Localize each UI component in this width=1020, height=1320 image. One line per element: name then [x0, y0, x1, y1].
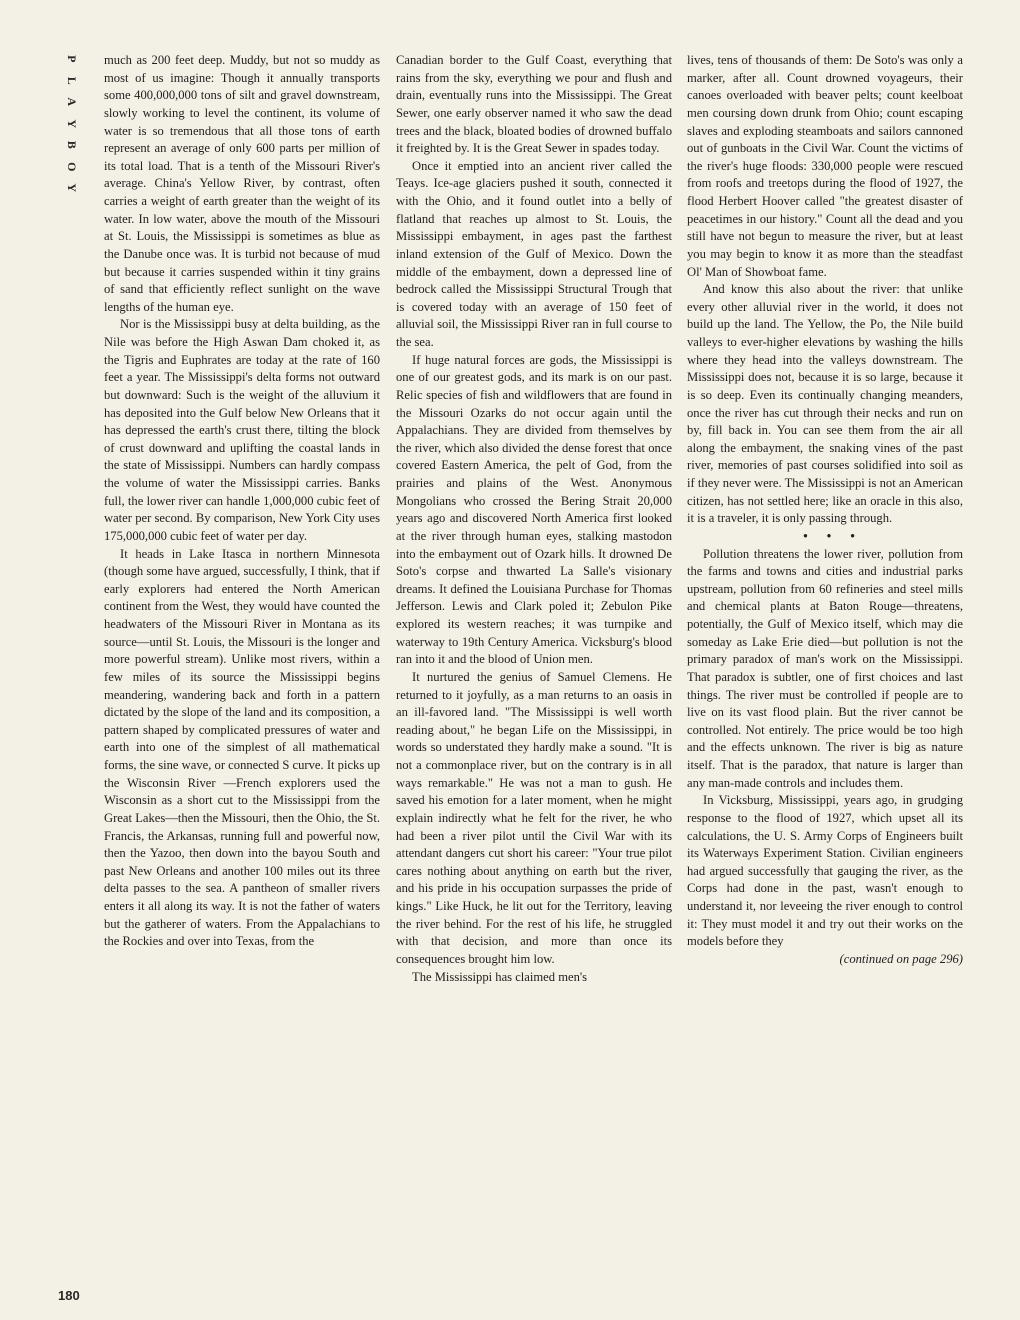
paragraph: much as 200 feet deep. Muddy, but not so muddy as most of us imagine: Though it annually transports some 400,000,000 tons of silt and gravel downstream, slowly working to level the continent, its volume of water is so tremendous that all those tons of earth represent an average of only 600 parts per million of its total load. That is a tenth of the Missouri River's average. China's Yellow River, by contrast, often carries a weight of earth greater than the weight of its water. In low water, above the mouth of the Missouri at St. Louis, the Mississippi is sometimes as blue as the Danube once was. It is turbid not because of mud but because it carries suspended within it tiny grains of sand that efficiently reflect sunlight on the wave lengths of the human eye. — [104, 53, 380, 314]
paragraph: It heads in Lake Itasca in northern Minnesota (though some have argued, successfully, I think, that if early explorers had entered the North American continent from the West, they would have counted the headwaters of the Missouri River in Montana as its source—until St. Louis, the Missouri is the longer and more powerful stream). Unlike most rivers, within a few miles of its source the Mississippi begins meandering, wandering back and forth in a pattern dictated by the slope of the land and its composition, a pattern shaped by complicated pressures of water and earth into one of the simplest of all mathematical forms, the sine wave, or connected S curve. It picks up the Wisconsin River —French explorers used the Wisconsin as a short cut to the Mississippi from the Great Lakes—then the Missouri, then the Ohio, the St. Francis, the Arkansas, running full and powerful now, then the Yazoo, then down into the bayou South and past New Orleans and another 100 miles out its three delta passes to the sea. A pantheon of smaller rivers enters it all along its way. It is not the father of waters but the gatherer of waters. From the Appalachians to the Rockies and over into Texas, from the — [104, 546, 380, 949]
article-column-1 — [104, 52, 380, 951]
paragraph: Once it emptied into an ancient river called the Teays. Ice-age glaciers pushed it south, connected it with the Ohio, and it found outlet into a belly of flatland that reaches up almost to St. Louis, the Mississippi embayment, in ages past the farthest inland extension of the Gulf of Mexico. Down the middle of the embayment, down a depressed line of bedrock called the Mississippi Structural Trough that is covered today with an average of 150 feet of alluvial soil, the Mississippi River ran in full course to the sea. — [396, 158, 672, 349]
paragraph: And know this also about the river: that unlike every other alluvial river in the world, it does not build up the land. The Yellow, the Po, the Nile build valleys to ever-higher elevations by washing the hills where they head into the valleys downstream. The Mississippi does not, because it is so large, because it is so deep. Even its continually changing meanders, once the river has cut through their necks and run on by, fill back in. You can see them from the air all along the embayment, the snaking vines of the past river, memories of past courses solidified into soil as if they never were. The Mississippi is not an American citizen, has not settled here; like an oracle in this also, it is a traveler, it is only passing through. — [687, 282, 963, 526]
article-column-2 — [396, 52, 672, 986]
paragraph: Canadian border to the Gulf Coast, everything that rains from the sky, everything we pour and flush and drain, eventually runs into the Mississippi. The Great Sewer, one early observer named it who saw the dead trees and the black, bloated bodies of drowned buffalo it freighted by. It is the Great Sewer in spades today. — [396, 53, 672, 156]
paragraph: Nor is the Mississippi busy at delta building, as the Nile was before the High Aswan Dam choked it, as the Tigris and Euphrates are today at the rate of 160 feet a year. The Mississippi's delta forms not outward but downward: Such is the weight of the alluvium it has deposited into the Gulf below New Orleans that it has depressed the earth's crust there, tilting the block of crust downward and uplifting the coastal lands in the state of Mississippi. Numbers can hardly compass the volume of water the Mississippi carries. Banks full, the lower river can handle 1,000,000 cubic feet of water per second. By comparison, New York City uses 175,000,000 cubic feet of water per day. — [104, 317, 380, 543]
magazine-side-label — [64, 48, 78, 199]
paragraph: It nurtured the genius of Samuel Clemens. He returned to it joyfully, as a man returns to an oasis in an ill-favored land. "The Mississippi is well worth reading about," he began Life on the Mississippi, in words so understated they hardly make a sound. "It is not a commonplace river, but on the contrary is in all ways remarkable." He was not a man to gush. He saved his emotion for a later moment, when he might explain indirectly what he felt for the river, he who had been a river pilot until the Civil War with its attendant dangers cut short his career: "Your true pilot cares nothing about anything on earth but the river, and his pride in his occupation surpasses the pride of kings." Like Huck, he lit out for the Territory, leaving the river behind. For the rest of his life, he struggled with that decision, and more than once its consequences brought him low. — [396, 669, 672, 966]
side-label-letter: Y — [64, 183, 79, 193]
side-label-letter: L — [64, 76, 79, 85]
paragraph: In Vicksburg, Mississippi, years ago, in grudging response to the flood of 1927, which upset all its calculations, the U. S. Army Corps of Engineers built its Waterways Experiment Station. Civilian engineers had argued successfully that gauging the river, as the Corps had done in the past, wasn't enough to understand it, nor leveeing the river enough to control it: They must model it and try out their works on the models before they — [687, 793, 963, 949]
paragraph: lives, tens of thousands of them: De Soto's was only a marker, after all. Count drowned voyageurs, their canoes overloaded with beaver pelts; count keelboat men coursing down drunk from Ohio; count escaping slaves and exploding steamboats and sailors cannoned out of gunboats in the Civil War. Count the victims of the river's huge floods: 330,000 people were rescued from roofs and treetops during the flood of 1927, the flood Herbert Hoover called "the greatest disaster of peacetimes in our history." Count all the dead and you still have not begun to measure the river, but at least you may begin to know it as more than the steadfast Ol' Man of Showboat fame. — [687, 53, 963, 279]
paragraph: If huge natural forces are gods, the Mississippi is one of our greatest gods, and its mark is on our past. Relic species of fish and wildflowers that are found in the Missouri Ozarks do not occur again until the Appalachians. They are divided from themselves by the river, which also divided the dense forest that once covered Eastern America, the pelt of God, from the prairies and plains of the West. Anonymous Mongolians who crossed the Bering Strait 20,000 years ago and discovered North America first looked at the river through human eyes, stalking mastodon into the embayment out of Ozark hills. It drowned De Soto's corpse and thwarted La Salle's visionary dreams. It defined the Louisiana Purchase for Thomas Jefferson. Lewis and Clark poled it; Zebulon Pike explored its western reaches; it was turnpike and waterway to 19th Century America. Vicksburg's blood ran into it and the blood of Union men. — [396, 352, 672, 667]
article-column-3 — [687, 52, 963, 969]
section-break: • • • — [803, 528, 863, 543]
continued-note: (continued on page 296) — [839, 951, 963, 966]
page-number: 180 — [58, 1288, 80, 1303]
side-label-letter: B — [64, 140, 79, 149]
side-label-letter: Y — [64, 118, 79, 128]
side-label-letter: A — [64, 97, 79, 107]
paragraph: The Mississippi has claimed men's — [412, 969, 588, 984]
side-label-letter: P — [64, 55, 79, 63]
paragraph: Pollution threatens the lower river, pollution from the farms and towns and cities and industrial parks upstream, pollution from 60 refineries and steel mills and chemical plants at Baton Rouge—threatens, potentially, the Gulf of Mexico itself, which may die someday as Lake Erie died—but pollution is not the primary paradox of man's work on the Mississippi. That paradox is subtler, one of first choices and last things. The river must be controlled if people are to live on its vast flood plain. But the river cannot be controlled. Not entirely. The price would be too high and the effects unknown. The river is big as nature itself. That is the paradox, that nature is larger than any man-made controls and includes them. — [687, 546, 963, 790]
side-label-letter: O — [64, 161, 79, 171]
